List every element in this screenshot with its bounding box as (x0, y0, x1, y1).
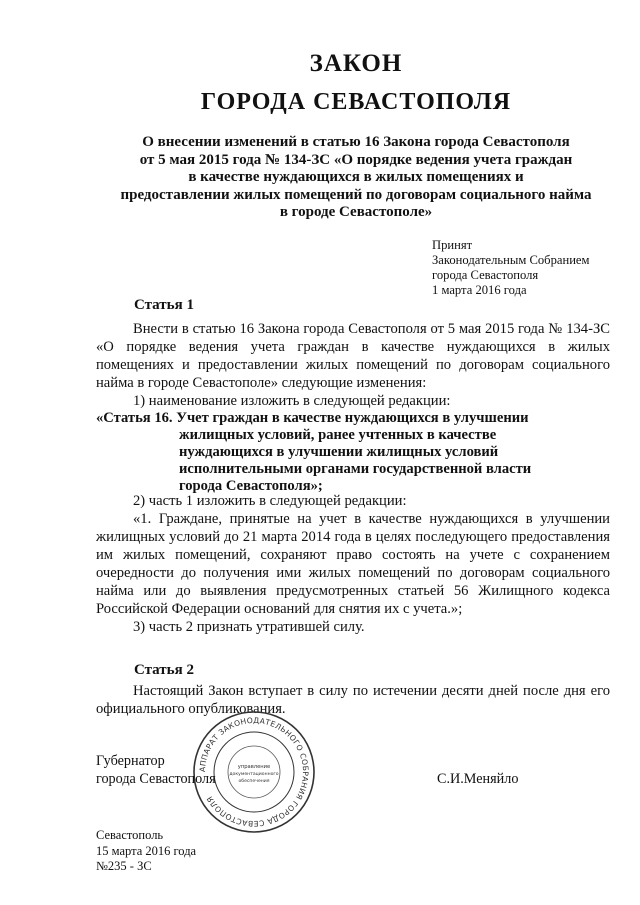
law-title-line: от 5 мая 2015 года № 134-ЗС «О порядке ведения учета граждан (139, 151, 573, 168)
footer-number: №235 - ЗС (96, 859, 152, 873)
article1-item3: 3) часть 2 признать утратившей силу. (133, 619, 365, 635)
seal-outer-text: АППАРАТ ЗАКОНОДАТЕЛЬНОГО СОБРАНИЯ ГОРОДА СЕВАСТОПОЛЯ (197, 715, 311, 829)
footer-date: 15 марта 2016 года (96, 843, 197, 858)
adoption-line: города Севастополя (432, 268, 539, 282)
article1-body-cont (96, 492, 610, 636)
document-footer (96, 828, 196, 875)
law-title-line: в качестве нуждающихся в жилых помещениях и (188, 169, 524, 185)
article16-heading-line: исполнительными органами государственной власти (179, 461, 532, 477)
article2-body (96, 682, 610, 718)
seal-inner-line: документационного (229, 772, 279, 777)
signatory-title (96, 752, 216, 788)
article16-new-heading (96, 410, 596, 495)
seal-inner-line: обеспечения (238, 779, 270, 784)
article1-item1: 1) наименование изложить в следующей редакции: (133, 393, 451, 409)
footer-city: Севастополь (96, 828, 164, 842)
article1-intro: Внести в статью 16 Закона города Севастополя от 5 мая 2015 года № 134-ЗС «О порядке ведения учета граждан в качестве нуждающихся в жилых помещениях и предоставлении жилых помещений по договорам социального найма в городе Севастополе» следующие изменения: (96, 321, 610, 391)
law-title-line: О внесении изменений в статью 16 Закона города Севастополя (142, 134, 570, 150)
signatory-role: Губернатор (96, 753, 165, 769)
article16-heading-line: нуждающихся в улучшении жилищных условий (179, 444, 499, 460)
adoption-line: Принят (432, 238, 473, 252)
adoption-date: 1 марта 2016 года (432, 283, 527, 297)
seal-inner-line: управление (237, 764, 271, 770)
signatory-role: города Севастополя (96, 771, 216, 787)
adoption-note (432, 238, 622, 298)
law-title (100, 134, 612, 222)
article1-quote: «1. Граждане, принятые на учет в качестве нуждающихся в улучшении жилищных условий до 21 марта 2014 года в целях последующего предоставления им жилых помещений, сохраняют право состоять на учете с сохранением очередности до получения ими жилых помещений по договорам социального найма или до выявления предусмотренных статьей 56 Жилищного кодекса Российской Федерации оснований для снятия их с учета.»; (96, 511, 610, 617)
article16-heading-line: «Статья 16. Учет граждан в качестве нуждающихся в улучшении (96, 410, 529, 426)
article1-body (96, 320, 610, 410)
law-title-line: предоставлении жилых помещений по договорам социального найма (120, 186, 592, 203)
law-title-line: в городе Севастополе» (279, 204, 433, 220)
article16-heading-line: жилищных условий, ранее учтенных в качестве (179, 427, 497, 443)
article1-item2: 2) часть 1 изложить в следующей редакции: (133, 493, 407, 509)
signatory-name: С.И.Меняйло (437, 771, 519, 787)
article16-heading-line: города Севастополя»; (179, 478, 323, 494)
article2-text: Настоящий Закон вступает в силу по истечении десяти дней после дня его официального опубликования. (96, 683, 610, 717)
document-issuer: ГОРОДА СЕВАСТОПОЛЯ (200, 89, 512, 115)
document-title: ЗАКОН (309, 50, 403, 77)
article1-heading: Статья 1 (134, 297, 194, 313)
adoption-line: Законодательным Собранием (432, 253, 590, 267)
article2-heading: Статья 2 (134, 662, 194, 678)
